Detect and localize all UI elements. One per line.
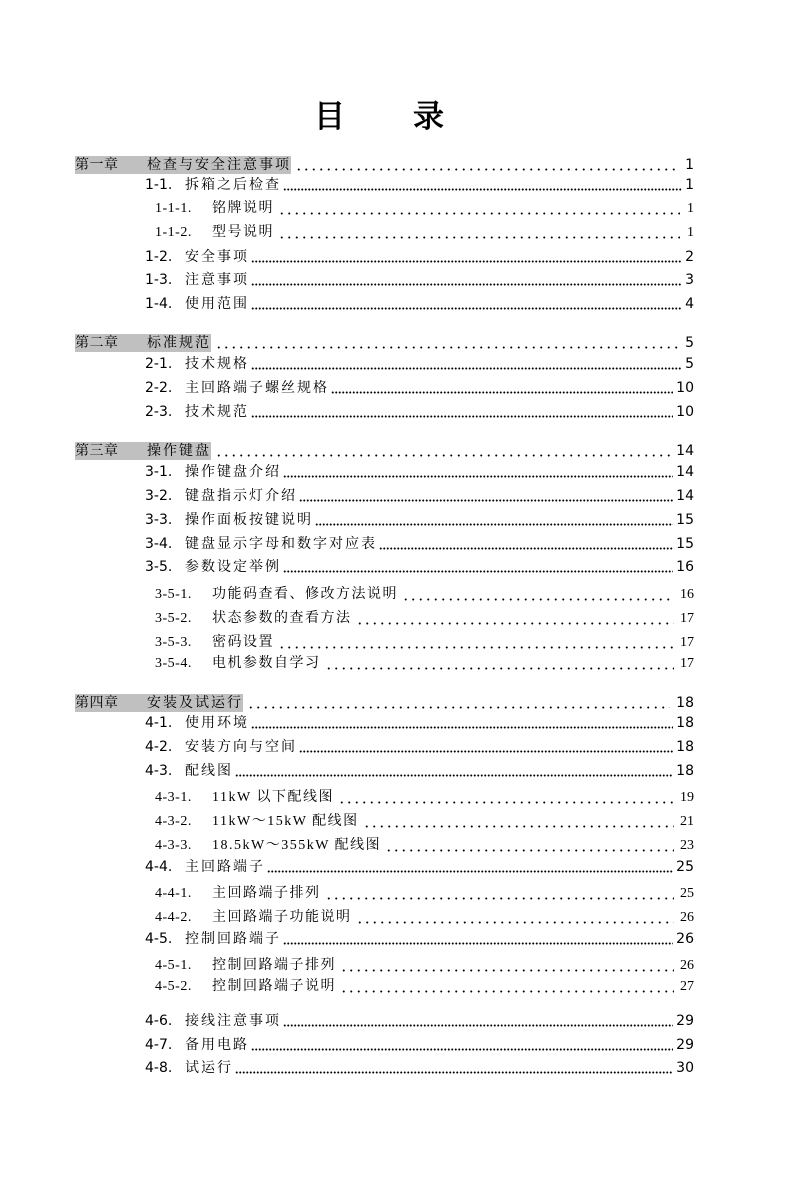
dot-leader (402, 586, 674, 604)
dot-leader (247, 694, 670, 712)
dot-leader (283, 930, 673, 948)
entry-number: 3-5-1. (155, 587, 192, 602)
page-number: 1 (685, 177, 694, 193)
dot-leader (325, 655, 675, 673)
page-number: 15 (676, 536, 694, 552)
dot-leader (340, 957, 674, 975)
toc-entry-row (145, 271, 694, 289)
toc-entry-row (145, 1012, 694, 1030)
dot-leader (235, 762, 673, 780)
dot-leader (325, 885, 675, 903)
entry-number: 2-2. (145, 380, 173, 396)
dot-leader (278, 634, 674, 652)
toc-entry-row (145, 558, 694, 576)
toc-entry-row (145, 295, 694, 313)
entry-number: 4-6. (145, 1013, 173, 1029)
toc-subentry-row (155, 224, 694, 242)
entry-number: 2-3. (145, 404, 173, 420)
entry-number: 4-3-2. (155, 814, 192, 829)
page-number: 17 (680, 611, 694, 626)
toc-subentry-row (155, 634, 694, 652)
entry-number: 3-5. (145, 559, 173, 575)
entry-title: 主回路端子螺丝规格 (185, 380, 329, 396)
entry-number: 4-3-3. (155, 838, 192, 853)
entry-title: 安全事项 (185, 249, 249, 265)
entry-number: 4-8. (145, 1060, 173, 1076)
entry-title: 主回路端子排列 (212, 886, 321, 901)
entry-number: 1-4. (145, 296, 173, 312)
toc-subentry-row (155, 909, 694, 927)
toc-subentry-row (155, 885, 694, 903)
page-number: 29 (676, 1013, 694, 1029)
dot-leader (379, 535, 673, 553)
entry-title: 控制回路端子排列 (212, 958, 336, 973)
entry-number: 4-5. (145, 931, 173, 947)
entry-number: 1-1-2. (155, 225, 192, 240)
page-number: 18 (676, 763, 694, 779)
page-number: 14 (676, 488, 694, 504)
entry-number: 4-7. (145, 1037, 173, 1053)
entry-title: 控制回路端子说明 (212, 979, 336, 994)
entry-number: 3-5-4. (155, 656, 192, 671)
entry-title: 使用范围 (185, 296, 249, 312)
toc-entry-row (145, 176, 694, 194)
entry-title: 试运行 (185, 1060, 233, 1076)
page-number: 26 (676, 931, 694, 947)
toc-subentry-row (155, 789, 694, 807)
entry-number: 4-3-1. (155, 790, 192, 805)
page-number: 10 (676, 380, 694, 396)
toc-entry-row (145, 355, 694, 373)
page-number: 23 (680, 838, 694, 853)
entry-title: 铭牌说明 (212, 201, 274, 216)
toc-subentry-row (155, 655, 694, 673)
toc-chapter-row (75, 334, 694, 352)
toc-entry-row (145, 487, 694, 505)
toc-entry-row (145, 511, 694, 529)
entry-number: 4-1. (145, 715, 173, 731)
dot-leader (251, 1036, 673, 1054)
page-number: 18 (676, 695, 694, 711)
entry-title: 11kW 以下配线图 (212, 790, 334, 805)
entry-number: 1-1-1. (155, 201, 192, 216)
chapter-title: 检查与安全注意事项 (147, 157, 291, 173)
toc-subentry-row (155, 200, 694, 218)
entry-title: 参数设定举例 (185, 559, 281, 575)
toc-entry-row (145, 379, 694, 397)
dot-leader (356, 909, 675, 927)
toc-chapter-row (75, 694, 694, 712)
entry-number: 4-4-1. (155, 886, 192, 901)
page-number: 16 (676, 559, 694, 575)
page-number: 14 (676, 464, 694, 480)
dot-leader (315, 511, 673, 529)
chapter-heading (75, 334, 211, 352)
dot-leader (251, 295, 682, 313)
dot-leader (385, 837, 674, 855)
page-number: 2 (685, 249, 694, 265)
entry-title: 控制回路端子 (185, 931, 281, 947)
dot-leader (251, 355, 682, 373)
entry-title: 技术规格 (185, 356, 249, 372)
entry-number: 4-5-2. (155, 979, 192, 994)
page-number: 17 (680, 656, 694, 671)
toc-entry-row (145, 403, 694, 421)
entry-number: 3-2. (145, 488, 173, 504)
dot-leader (299, 738, 673, 756)
page-number: 25 (680, 886, 694, 901)
toc-chapter-row (75, 442, 694, 460)
entry-title: 功能码查看、修改方法说明 (212, 587, 398, 602)
entry-title: 状态参数的查看方法 (212, 611, 352, 626)
entry-title: 注意事项 (185, 272, 249, 288)
chapter-heading (75, 442, 211, 460)
entry-number: 4-4. (145, 859, 173, 875)
toc-entry-row (145, 1059, 694, 1077)
toc-entry-row (145, 463, 694, 481)
toc-subentry-row (155, 610, 694, 628)
chapter-label: 第一章 (75, 157, 119, 173)
page-title: 目 录 (314, 99, 446, 135)
entry-title: 主回路端子 (185, 859, 265, 875)
toc-entry-row (145, 930, 694, 948)
entry-number: 1-1. (145, 177, 173, 193)
entry-title: 电机参数自学习 (212, 656, 321, 671)
entry-title: 操作面板按键说明 (185, 512, 313, 528)
dot-leader (338, 789, 674, 807)
entry-number: 4-5-1. (155, 958, 192, 973)
page-number: 26 (680, 958, 694, 973)
entry-title: 键盘显示字母和数字对应表 (185, 536, 377, 552)
dot-leader (340, 978, 674, 996)
dot-leader (215, 334, 679, 352)
entry-number: 3-3. (145, 512, 173, 528)
entry-title: 操作键盘介绍 (185, 464, 281, 480)
dot-leader (283, 176, 682, 194)
chapter-title: 标准规范 (147, 335, 211, 351)
dot-leader (299, 487, 673, 505)
page-number: 19 (680, 790, 694, 805)
toc-subentry-row (155, 978, 694, 996)
dot-leader (283, 1012, 673, 1030)
entry-number: 3-4. (145, 536, 173, 552)
page-number: 25 (676, 859, 694, 875)
dot-leader (251, 403, 673, 421)
toc-entry-row (145, 535, 694, 553)
chapter-label: 第二章 (75, 335, 119, 351)
page-number: 21 (680, 814, 694, 829)
entry-number: 1-3. (145, 272, 173, 288)
chapter-title: 操作键盘 (147, 443, 211, 459)
dot-leader (278, 200, 680, 218)
dot-leader (295, 156, 679, 174)
entry-title: 18.5kW～355kW 配线图 (212, 838, 382, 853)
page-number: 1 (685, 157, 694, 173)
chapter-label: 第三章 (75, 443, 119, 459)
entry-number: 4-4-2. (155, 910, 192, 925)
entry-title: 键盘指示灯介绍 (185, 488, 297, 504)
toc-entry-row (145, 738, 694, 756)
entry-title: 备用电路 (185, 1037, 249, 1053)
entry-title: 配线图 (185, 763, 233, 779)
dot-leader (215, 442, 670, 460)
page-number: 1 (687, 201, 694, 216)
entry-number: 1-2. (145, 249, 173, 265)
entry-number: 3-5-3. (155, 635, 192, 650)
page-number: 17 (680, 635, 694, 650)
entry-title: 接线注意事项 (185, 1013, 281, 1029)
page-number: 14 (676, 443, 694, 459)
entry-title: 安装方向与空间 (185, 739, 297, 755)
dot-leader (331, 379, 673, 397)
entry-title: 型号说明 (212, 225, 274, 240)
toc-subentry-row (155, 813, 694, 831)
entry-title: 密码设置 (212, 635, 274, 650)
page-number: 3 (685, 272, 694, 288)
dot-leader (251, 271, 682, 289)
page-number: 10 (676, 404, 694, 420)
dot-leader (283, 558, 673, 576)
entry-title: 使用环境 (185, 715, 249, 731)
chapter-title: 安装及试运行 (147, 695, 243, 711)
dot-leader (267, 858, 673, 876)
toc-entry-row (145, 248, 694, 266)
entry-title: 11kW～15kW 配线图 (212, 814, 359, 829)
page-number: 15 (676, 512, 694, 528)
toc-subentry-row (155, 586, 694, 604)
chapter-heading (75, 694, 243, 712)
entry-number: 4-2. (145, 739, 173, 755)
toc-entry-row (145, 858, 694, 876)
chapter-heading (75, 156, 291, 174)
entry-title: 技术规范 (185, 404, 249, 420)
entry-number: 2-1. (145, 356, 173, 372)
entry-number: 3-1. (145, 464, 173, 480)
dot-leader (235, 1059, 673, 1077)
page-number: 1 (687, 225, 694, 240)
dot-leader (278, 224, 680, 242)
page-number: 30 (676, 1060, 694, 1076)
page-number: 5 (685, 356, 694, 372)
entry-title: 拆箱之后检查 (185, 177, 281, 193)
toc-entry-row (145, 714, 694, 732)
page-number: 18 (676, 715, 694, 731)
toc-entry-row (145, 1036, 694, 1054)
entry-number: 4-3. (145, 763, 173, 779)
page-number: 27 (680, 979, 694, 994)
toc-subentry-row (155, 957, 694, 975)
dot-leader (251, 248, 682, 266)
page-number: 16 (680, 587, 694, 602)
dot-leader (356, 610, 675, 628)
toc-subentry-row (155, 837, 694, 855)
page-number: 26 (680, 910, 694, 925)
chapter-label: 第四章 (75, 695, 119, 711)
dot-leader (363, 813, 674, 831)
dot-leader (283, 463, 673, 481)
page-number: 29 (676, 1037, 694, 1053)
page-number: 5 (685, 335, 694, 351)
entry-title: 主回路端子功能说明 (212, 910, 352, 925)
dot-leader (251, 714, 673, 732)
entry-number: 3-5-2. (155, 611, 192, 626)
page-number: 4 (685, 296, 694, 312)
toc-chapter-row (75, 156, 694, 174)
page-number: 18 (676, 739, 694, 755)
toc-entry-row (145, 762, 694, 780)
